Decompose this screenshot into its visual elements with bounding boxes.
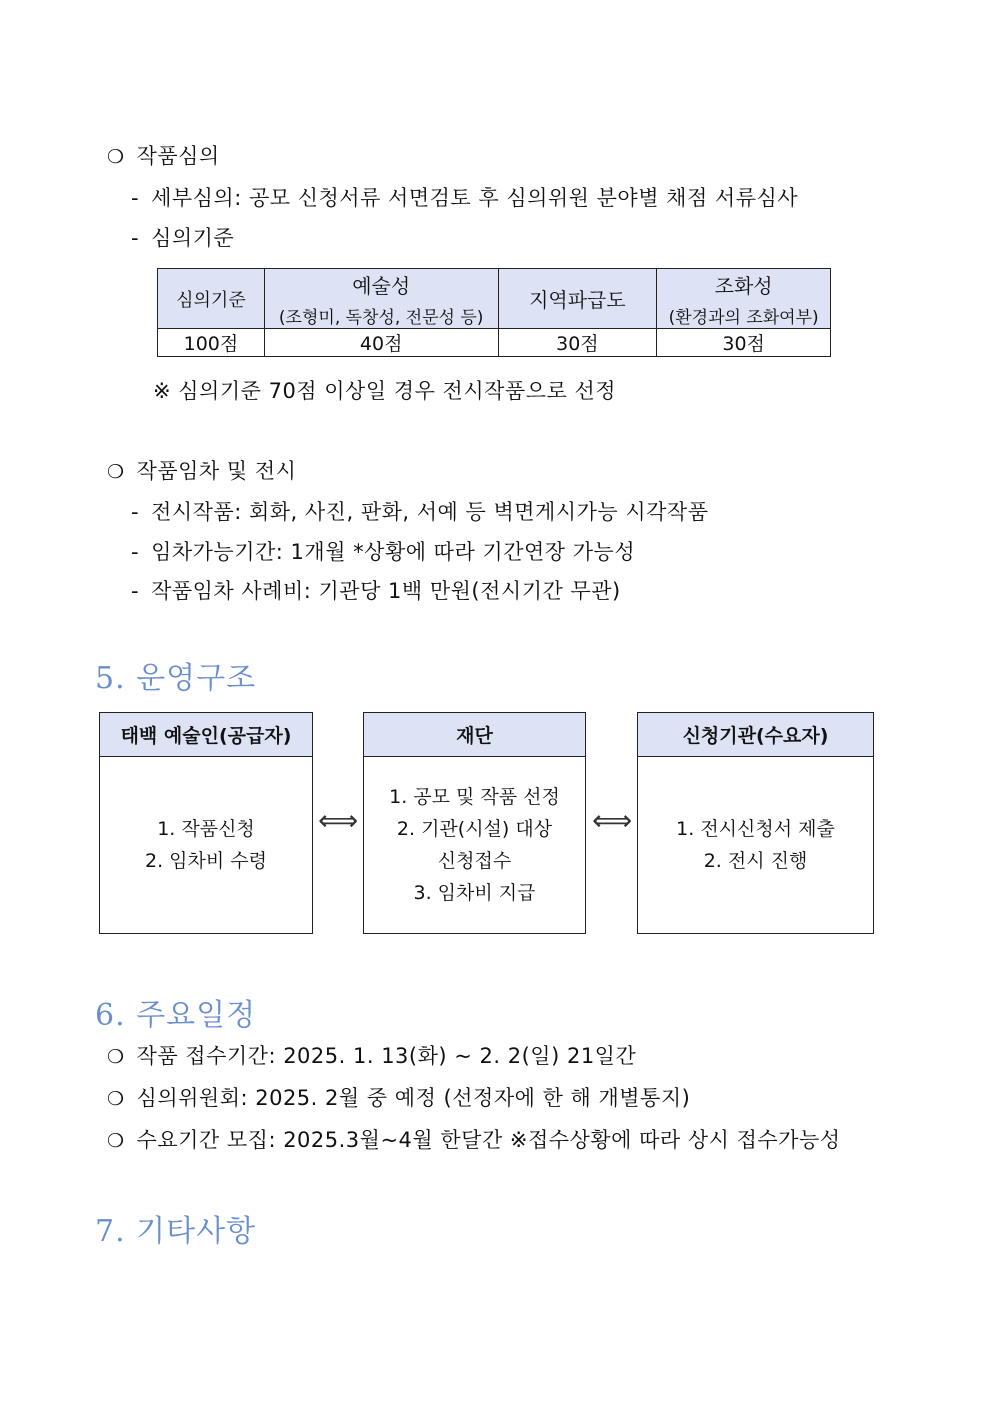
- schedule-item: ❍ 작품 접수기간: 2025. 1. 13(화) ~ 2. 2(일) 21일간: [107, 1044, 637, 1068]
- review-title: ❍ 작품심의: [107, 144, 220, 168]
- bullet-icon: ❍: [107, 1046, 125, 1068]
- criteria-value-cell: 40점: [264, 329, 498, 357]
- review-item: - 심의기준: [131, 226, 235, 250]
- criteria-value-cell: 30점: [657, 329, 831, 357]
- double-arrow-icon: ⟺: [318, 804, 359, 837]
- criteria-value-row: [158, 329, 831, 357]
- bullet-icon: ❍: [107, 1130, 125, 1152]
- foundation-box-body: 1. 공모 및 작품 선정 2. 기관(시설) 대상 신청접수 3. 임차비 지급: [389, 786, 560, 904]
- applicant-box: [637, 712, 874, 934]
- schedule-item: ❍ 수요기간 모집: 2025.3월~4월 한달간 ※접수상황에 따라 상시 접수가능성: [107, 1128, 841, 1152]
- criteria-header-cell: 조화성 (환경과의 조화여부): [657, 269, 831, 329]
- criteria-value-cell: 100점: [158, 329, 265, 357]
- supplier-box-header: 태백 예술인(공급자): [100, 713, 312, 757]
- bullet-icon: ❍: [107, 1088, 125, 1110]
- criteria-table: [157, 268, 831, 357]
- rental-item: - 임차가능기간: 1개월 *상황에 따라 기간연장 가능성: [131, 540, 636, 564]
- section-7-title: 7. 기타사항: [95, 1214, 257, 1249]
- bullet-icon: ❍: [107, 461, 125, 483]
- supplier-box-body: 1. 작품신청 2. 임차비 수령: [145, 818, 267, 872]
- foundation-box: [363, 712, 586, 934]
- review-note: ※ 심의기준 70점 이상일 경우 전시작품으로 선정: [153, 379, 617, 403]
- rental-title: ❍ 작품임차 및 전시: [107, 459, 297, 483]
- applicant-box-body: 1. 전시신청서 제출 2. 전시 진행: [676, 818, 835, 872]
- criteria-header-cell: 지역파급도: [498, 269, 657, 329]
- criteria-header-cell: 예술성 (조형미, 독창성, 전문성 등): [264, 269, 498, 329]
- bullet-icon: ❍: [107, 146, 125, 168]
- criteria-header-row: [158, 269, 831, 329]
- applicant-box-header: 신청기관(수요자): [638, 713, 873, 757]
- criteria-value-cell: 30점: [498, 329, 657, 357]
- rental-item: - 작품임차 사례비: 기관당 1백 만원(전시기간 무관): [131, 579, 621, 603]
- double-arrow-icon: ⟺: [592, 804, 633, 837]
- schedule-item: ❍ 심의위원회: 2025. 2월 중 예정 (선정자에 한 해 개별통지): [107, 1086, 691, 1110]
- criteria-header-cell: 심의기준: [158, 269, 265, 329]
- review-item: - 세부심의: 공모 신청서류 서면검토 후 심의위원 분야별 채점 서류심사: [131, 186, 799, 210]
- section-5-title: 5. 운영구조: [95, 661, 257, 696]
- rental-item: - 전시작품: 회화, 사진, 판화, 서예 등 벽면게시가능 시각작품: [131, 500, 709, 524]
- section-6-title: 6. 주요일정: [95, 998, 257, 1033]
- supplier-box: [99, 712, 313, 934]
- foundation-box-header: 재단: [364, 713, 585, 757]
